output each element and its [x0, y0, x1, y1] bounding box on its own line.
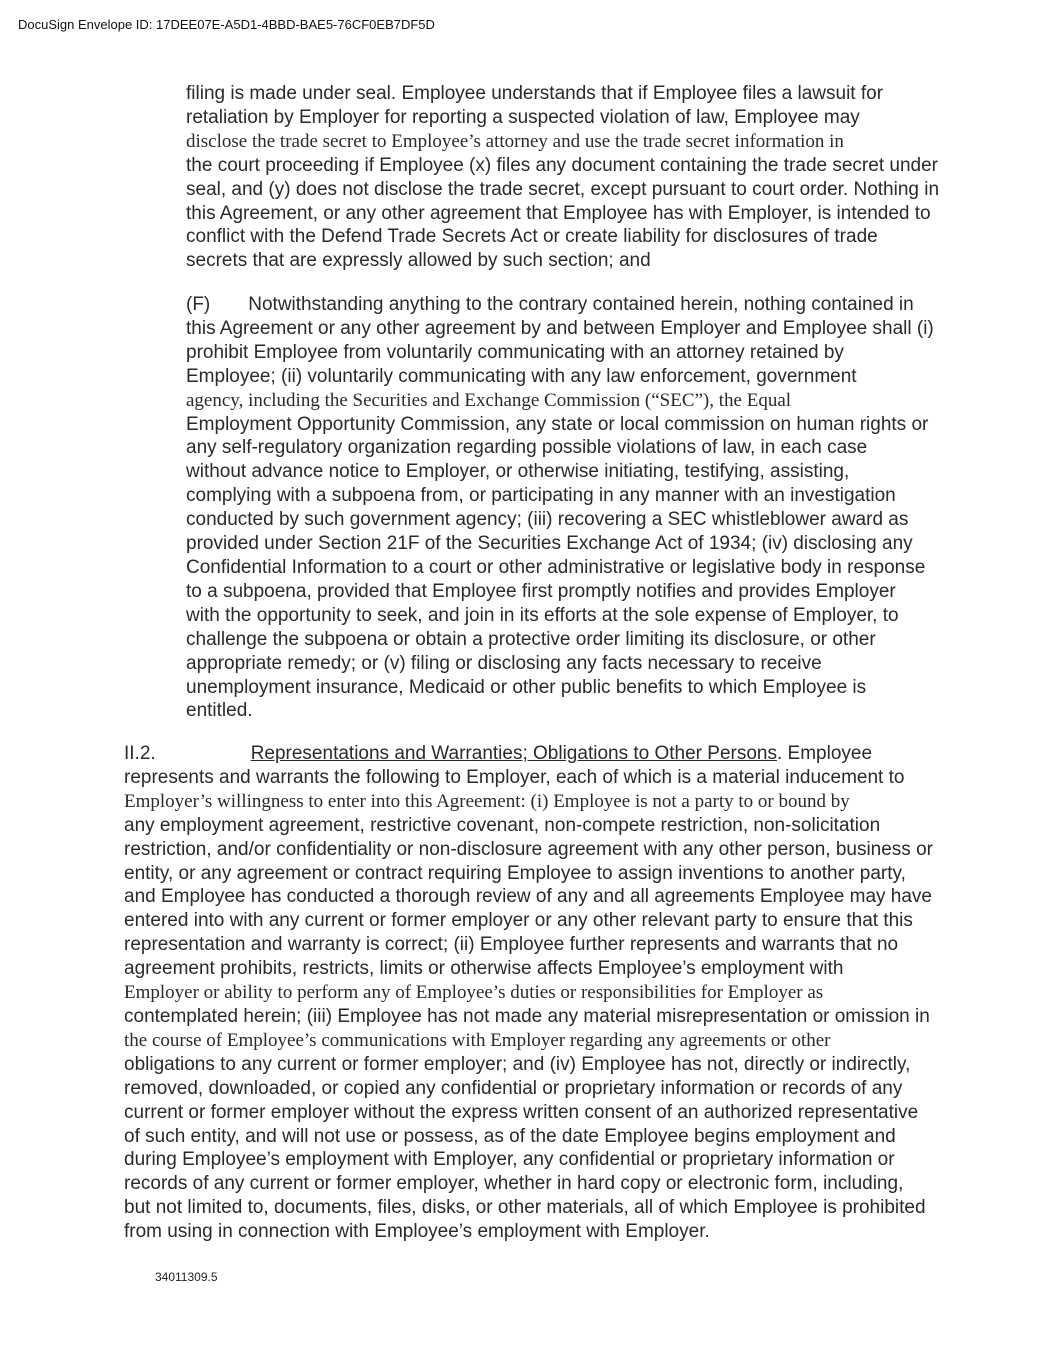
text-line: agency, including the Securities and Exchange Commission (“SEC”), the Equal: [186, 389, 792, 411]
text-line: entitled.: [186, 700, 253, 722]
text-line: conflict with the Defend Trade Secrets Act or create liability for disclosures of trade: [186, 226, 878, 248]
section-number: II.2.: [124, 743, 156, 764]
section-heading-line: II.2. Representations and Warranties; Obligations to Other Persons. Employee: [124, 743, 873, 764]
text-line: provided under Section 21F of the Securities Exchange Act of 1934; (iv) disclosing any: [186, 533, 913, 555]
section-2-representations: [124, 742, 933, 1244]
text-line: but not limited to, documents, files, disks, or other materials, all of which Employee is prohibited: [124, 1197, 926, 1219]
text-line: secrets that are expressly allowed by such section; and: [186, 250, 651, 272]
text-line: from using in connection with Employee’s employment with Employer.: [124, 1221, 710, 1243]
text-line: Employment Opportunity Commission, any state or local commission on human rights or: [186, 413, 929, 435]
paragraph-label: (F): [186, 294, 211, 315]
text-line: obligations to any current or former employer; and (iv) Employee has not, directly or indirectly,: [124, 1053, 911, 1075]
text-line: conducted by such government agency; (iii) recovering a SEC whistleblower award as: [186, 509, 909, 531]
text-line: Employer’s willingness to enter into this Agreement: (i) Employee is not a party to or bound by: [124, 790, 850, 812]
document-number: 34011309.5: [155, 1270, 218, 1284]
text-line: appropriate remedy; or (v) filing or disclosing any facts necessary to receive: [186, 652, 822, 674]
text-line: Confidential Information to a court or other administrative or legislative body in response: [186, 556, 926, 578]
text-line: this Agreement, or any other agreement that Employee has with Employer, is intended to: [186, 202, 931, 224]
text-line: retaliation by Employer for reporting a suspected violation of law, Employee may: [186, 106, 860, 128]
text-line: the court proceeding if Employee (x) files any document containing the trade secret under: [186, 154, 938, 176]
paragraph-f: [186, 293, 934, 723]
text-line: representation and warranty is correct; (ii) Employee further represents and warrants that no: [124, 934, 899, 956]
text-line: represents and warrants the following to Employer, each of which is a material inducement to: [124, 766, 905, 788]
text-line: current or former employer without the express written consent of an authorized representative: [124, 1101, 919, 1123]
text-line: entity, or any agreement or contract requiring Employee to assign inventions to another party,: [124, 862, 906, 884]
text-line: Employer or ability to perform any of Employee’s duties or responsibilities for Employer as: [124, 982, 824, 1004]
text-line: entered into with any current or former employer or any other relevant party to ensure that this: [124, 910, 913, 932]
text-line: unemployment insurance, Medicaid or other public benefits to which Employee is: [186, 676, 867, 698]
text-line: removed, downloaded, or copied any confidential or proprietary information or records of any: [124, 1077, 903, 1099]
text-line: prohibit Employee from voluntarily communicating with an attorney retained by: [186, 341, 844, 363]
text-line: records of any current or former employer, whether in hard copy or electronic form, including,: [124, 1173, 904, 1195]
text-line: during Employee’s employment with Employer, any confidential or proprietary information or: [124, 1149, 895, 1171]
text-line: without advance notice to Employer, or otherwise initiating, testifying, assisting,: [186, 461, 850, 483]
text-line: with the opportunity to seek, and join in its efforts at the sole expense of Employer, to: [186, 604, 899, 626]
text-line: any self-regulatory organization regarding possible violations of law, in each case: [186, 437, 868, 459]
docusign-envelope-id: DocuSign Envelope ID: 17DEE07E-A5D1-4BBD-BAE5-76CF0EB7DF5D: [18, 17, 435, 32]
text-line: contemplated herein; (iii) Employee has not made any material misrepresentation or omission in: [124, 1005, 930, 1027]
section-heading: Representations and Warranties; Obligations to Other Persons: [250, 743, 777, 764]
text-line: seal, and (y) does not disclose the trade secret, except pursuant to court order. Nothing in: [186, 178, 940, 200]
text-line: this Agreement or any other agreement by and between Employer and Employee shall (i): [186, 317, 934, 339]
text-line: Employee; (ii) voluntarily communicating with any law enforcement, government: [186, 365, 857, 387]
text-line: any employment agreement, restrictive covenant, non-compete restriction, non-solicitation: [124, 814, 881, 836]
text-line: disclose the trade secret to Employee’s attorney and use the trade secret information in: [186, 130, 844, 152]
text-line: restriction, and/or confidentiality or non-disclosure agreement with any other person, business or: [124, 838, 933, 860]
text-line: (F) Notwithstanding anything to the contrary contained herein, nothing contained in: [186, 294, 914, 315]
text-line: of such entity, and will not use or possess, as of the date Employee begins employment and: [124, 1125, 896, 1147]
text-line: filing is made under seal. Employee understands that if Employee files a lawsuit for: [186, 83, 884, 104]
text-line: complying with a subpoena from, or participating in any manner with an investigation: [186, 485, 896, 507]
paragraph-e-continuation: [186, 82, 939, 273]
text-line: to a subpoena, provided that Employee first promptly notifies and provides Employer: [186, 580, 896, 602]
text-line: agreement prohibits, restricts, limits or otherwise affects Employee’s employment with: [124, 958, 844, 980]
text-line: the course of Employee’s communications with Employer regarding any agreements or other: [124, 1029, 831, 1051]
text-line: challenge the subpoena or obtain a protective order limiting its disclosure, or other: [186, 628, 876, 650]
text-line: and Employee has conducted a thorough review of any and all agreements Employee may have: [124, 886, 932, 908]
